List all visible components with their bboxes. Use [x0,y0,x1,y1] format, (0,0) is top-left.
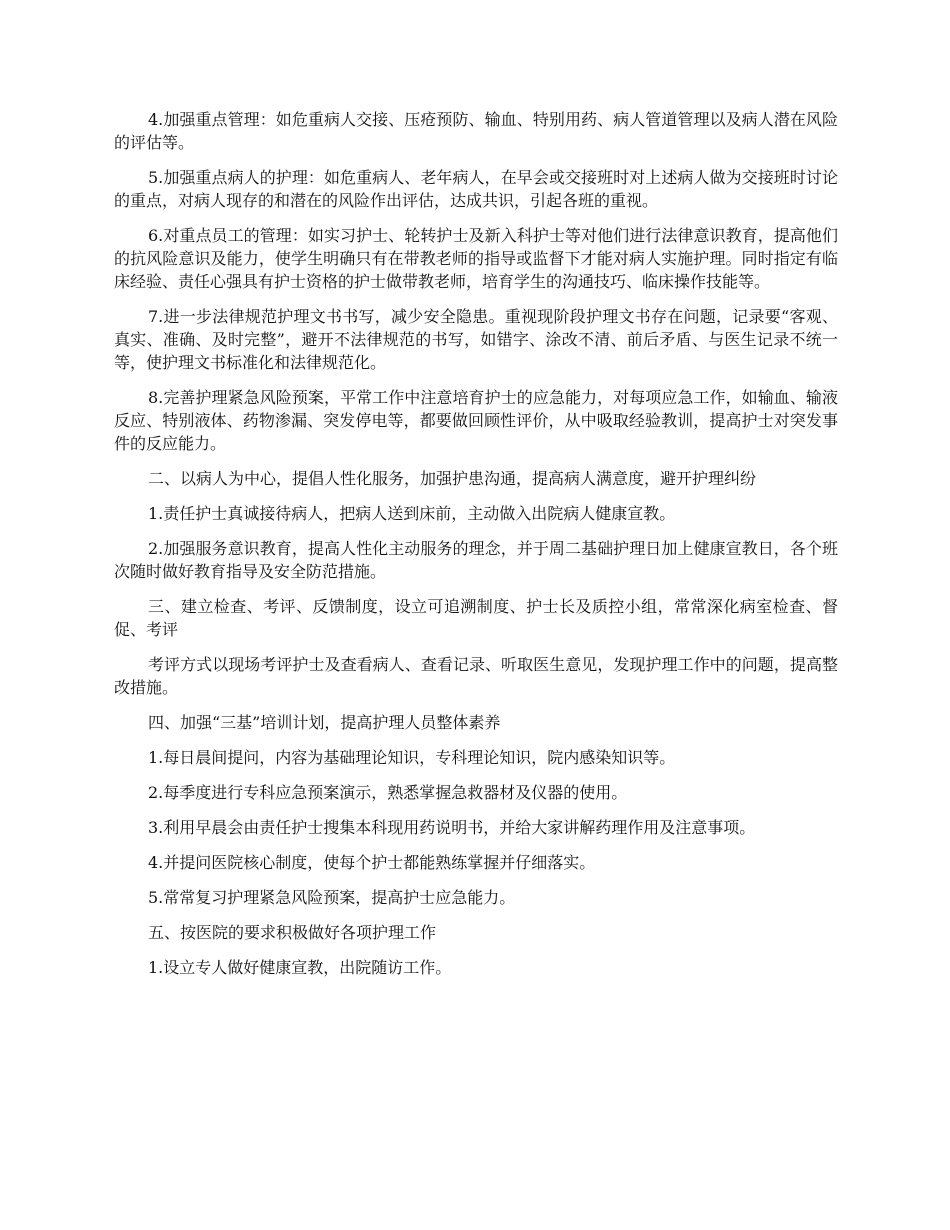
document-body [114,108,838,991]
paragraph-key-staff-management: 6.对重点员工的管理：如实习护士、轮转护士及新入科护士等对他们进行法律意识教育，提高他们的抗风险意识及能力，使学生明确只有在带教老师的指导或监督下才能对病人实施护理。同时指定有临床经验、责任心强具有护士资格的护士做带教老师，培育学生的沟通技巧、临床操作技能等。 [114,226,838,291]
section-heading-patient-centered: 二、以病人为中心，提倡人性化服务，加强护患沟通，提高病人满意度，避开护理纠纷 [148,469,757,488]
paragraph-quarterly-drill: 2.每季度进行专科应急预案演示，熟悉掌握急救器材及仪器的使用。 [148,783,628,802]
paragraph-morning-questions: 1.每日晨间提问，内容为基础理论知识，专科理论知识，院内感染知识等。 [148,748,676,767]
paragraph-drug-instructions: 3.利用早晨会由责任护士搜集本科现用药说明书，并给大家讲解药理作用及注意事项。 [148,818,756,837]
paragraph-key-management: 4.加强重点管理：如危重病人交接、压疮预防、输血、特别用药、病人管道管理以及病人潜在风险的评估等。 [114,110,838,152]
paragraph-emergency-plan: 8.完善护理紧急风险预案，平常工作中注意培育护士的应急能力，对每项应急工作，如输血、输液反应、特别液体、药物渗漏、突发停电等，都要做回顾性评价，从中吸取经验教训，提高护士对突发事件的反应能力。 [114,388,838,453]
paragraph-health-education: 1.设立专人做好健康宣教，出院随访工作。 [148,958,452,977]
paragraph-core-system: 4.并提问医院核心制度，使每个护士都能熟练掌握并仔细落实。 [148,853,596,872]
section-heading-three-basics-training: 四、加强“三基”培训计划，提高护理人员整体素养 [148,713,501,732]
paragraph-review-emergency-plan: 5.常常复习护理紧急风险预案，提高护士应急能力。 [148,888,516,907]
paragraph-evaluation-method: 考评方式以现场考评护士及查看病人、查看记录、听取医生意见，发现护理工作中的问题，提高整改措施。 [114,655,838,697]
section-heading-hospital-requirements: 五、按医院的要求积极做好各项护理工作 [148,923,437,942]
section-heading-inspection-system: 三、建立检查、考评、反馈制度，设立可追溯制度、护士长及质控小组，常常深化病室检查、督促、考评 [114,597,838,639]
paragraph-service-awareness: 2.加强服务意识教育，提高人性化主动服务的理念，并于周二基础护理日加上健康宣教日，各个班次随时做好教育指导及安全防范措施。 [114,539,838,581]
paragraph-nursing-documents: 7.进一步法律规范护理文书书写，减少安全隐患。重视现阶段护理文书存在问题，记录要“客观、真实、准确、及时完整”，避开不法律规范的书写，如错字、涂改不清、前后矛盾、与医生记录不统一等，使护理文书标准化和法律规范化。 [114,307,838,372]
paragraph-key-patient-care: 5.加强重点病人的护理：如危重病人、老年病人，在早会或交接班时对上述病人做为交接班时讨论的重点，对病人现存的和潜在的风险作出评估，达成共识，引起各班的重视。 [114,168,838,210]
paragraph-sincere-reception: 1.责任护士真诚接待病人，把病人送到床前，主动做入出院病人健康宣教。 [148,504,676,523]
